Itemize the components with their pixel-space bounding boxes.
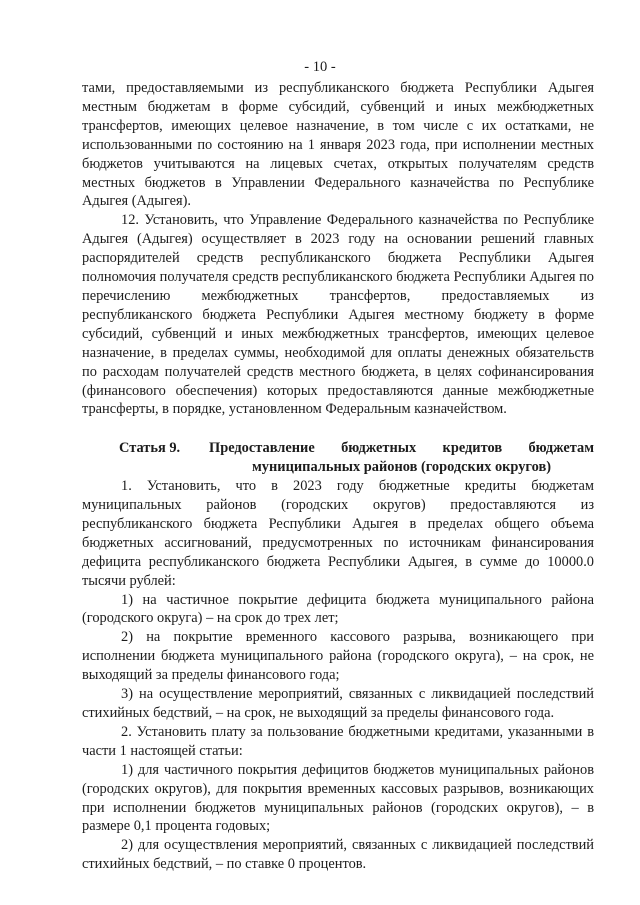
paragraph-item-12: 12. Установить, что Управление Федерального казначейства по Республике Адыгея (Адыгея) осуществляет в 2023 году на основании решений главных распорядителей средств республиканского бюджета Республики Адыгея полномочия получателя средств республиканского бюджета Республики Адыгея по перечислению межбюджетных трансфертов, предоставляемых из республиканского бюджета Республики Адыгея местному бюджету в форме субсидий, субвенций и иных межбюджетных трансфертов, имеющих целевое назначение, в пределах суммы, необходимой для оплаты денежных обязательств по расходам получателей средств местного бюджета, в целях софинансирования (финансового обеспечения) которых предоставляются данные межбюджетные трансферты, в порядке, установленном Федеральным казначейством. bbox=[82, 212, 594, 418]
page-number: - 10 - bbox=[304, 59, 336, 75]
paragraph-part-1-item-1: 1) на частичное покрытие дефицита бюджета муниципального района (городского округа) – на срок до трех лет; bbox=[82, 591, 594, 627]
paragraph-part-1-item-2: 2) на покрытие временного кассового разрыва, возникающего при исполнении бюджета муниципального района (городского округа), – на срок, не выходящий за пределы финансового года; bbox=[82, 629, 594, 684]
paragraph-continuation: тами, предоставляемыми из республиканского бюджета Республики Адыгея местным бюджетам в форме субсидий, субвенций и иных межбюджетных трансфертов, имеющих целевое назначение, в том числе с их остатками, не использованными по состоянию на 1 января 2023 года, при исполнении местных бюджетов учитываются на лицевых счетах, открытых получателям средств местных бюджетов в Управлении Федерального казначейства по Республике Адыгея (Адыгея). bbox=[82, 80, 594, 210]
paragraph-part-1-item-3: 3) на осуществление мероприятий, связанных с ликвидацией последствий стихийных бедствий, – на срок, не выходящий за пределы финансового года. bbox=[82, 686, 594, 721]
article-title: Предоставление бюджетных кредитов бюджетам муниципальных районов (городских округов) bbox=[209, 440, 594, 476]
paragraph-part-2-item-2: 2) для осуществления мероприятий, связанных с ликвидацией последствий стихийных бедствий, – по ставке 0 процентов. bbox=[82, 837, 594, 873]
article-heading bbox=[82, 439, 594, 477]
article-label: Статья 9. bbox=[119, 440, 181, 457]
paragraph-part-2: 2. Установить плату за пользование бюджетными кредитами, указанными в части 1 настоящей статьи: bbox=[82, 723, 594, 759]
paragraph-part-1: 1. Установить, что в 2023 году бюджетные кредиты бюджетам муниципальных районов (городских округов) предоставляются из республиканского бюджета Республики Адыгея в пределах общего объема бюджетных ассигнований, предусмотренных по источникам финансирования дефицита республиканского бюджета Республики Адыгея, в сумме до 10000.0 тысячи рублей: bbox=[82, 478, 594, 589]
document-body bbox=[82, 79, 594, 874]
paragraph-part-2-item-1: 1) для частичного покрытия дефицитов бюджетов муниципальных районов (городских округов), для покрытия временных кассовых разрывов, возникающих при исполнении бюджетов муниципальных районов (городских округов), – в размере 0,1 процента годовых; bbox=[82, 761, 594, 835]
